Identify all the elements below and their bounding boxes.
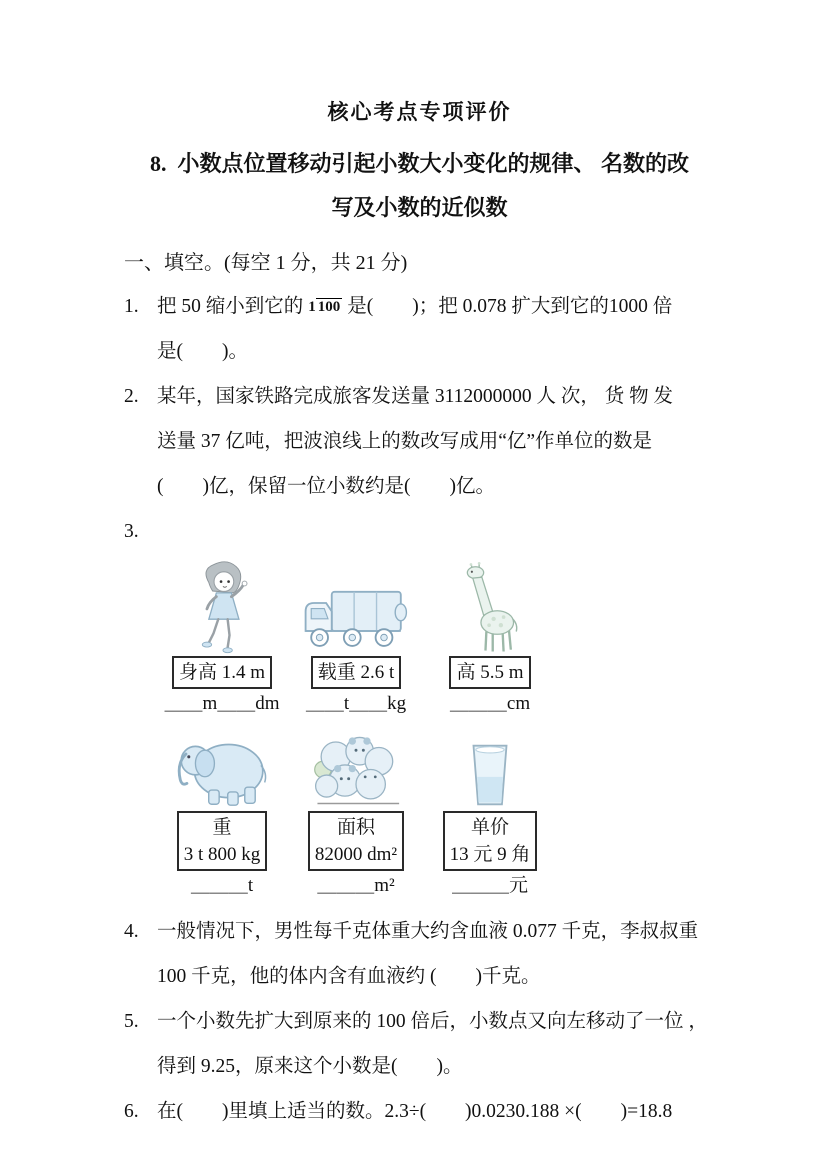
question-6-line1 — [124, 1089, 715, 1134]
question-2-text-a: 某年，国家铁路完成旅客发送量 3112000000 人 次， 货 物 发 — [157, 386, 674, 407]
q3-item-panda-group — [294, 733, 418, 899]
q3-item-girl — [160, 556, 284, 717]
truck-icon — [300, 556, 412, 654]
q3-label-box-truck: 载重 2.6 t — [311, 656, 402, 689]
section-heading — [124, 142, 715, 230]
question-1 — [124, 284, 715, 374]
question-1-text-b: 是( )；把 0.078 扩大到它的1000 倍 — [347, 296, 673, 317]
question-2-line1 — [124, 374, 715, 419]
question-2-number: 2. — [124, 386, 139, 407]
question-6 — [124, 1089, 715, 1134]
question-4-number: 4. — [124, 921, 139, 942]
question-1-line2: 是( )。 — [157, 341, 248, 362]
q3-answer-line-girl: ＿＿m＿＿dm — [164, 693, 280, 714]
section-heading-line1 — [124, 142, 715, 186]
q3-answer-line-giraffe: ＿＿＿cm — [449, 693, 531, 714]
q3-label-box-panda-group: 面积 82000 dm² — [308, 811, 404, 871]
page-title: 核心考点专项评价 — [327, 100, 512, 124]
question-2-line2: 送量 37 亿吨，把波浪线上的数改写成用“亿”作单位的数是 — [157, 431, 653, 452]
milk-glass-icon — [468, 733, 512, 809]
elephant-icon — [174, 733, 270, 809]
q3-item-elephant — [160, 733, 284, 899]
question-4-line1 — [124, 909, 715, 954]
q3-answer-line-milk-glass: ＿＿＿元 — [451, 875, 528, 896]
giraffe-icon — [461, 556, 519, 654]
question-6-text-a: 在( )里填上适当的数。2.3÷( )0.0230.188 ×( )=18.8 — [157, 1101, 673, 1122]
q3-item-truck — [294, 556, 418, 717]
q3-label-box-giraffe: 高 5.5 m — [449, 656, 530, 689]
q3-answer-line-panda-group: ＿＿＿m² — [317, 875, 395, 896]
question-1-number: 1. — [124, 296, 139, 317]
question-3-illustrations — [160, 556, 715, 899]
question-6-number: 6. — [124, 1101, 139, 1122]
question-4-text-a: 一般情况下，男性每千克体重大约含血液 0.077 千克，李叔叔重 — [157, 921, 699, 942]
part1-heading: 一、填空。(每空 1 分，共 21 分) — [124, 252, 408, 274]
question-5-line1 — [124, 999, 715, 1044]
question-1-text-a: 把 50 缩小到它的 — [157, 296, 304, 317]
question-3-number: 3. — [124, 521, 139, 542]
panda-group-icon — [309, 733, 403, 809]
question-2-line3: ( )亿，保留一位小数约是( )亿。 — [157, 476, 495, 497]
question-2 — [124, 374, 715, 509]
question-5-line2: 得到 9.25，原来这个小数是( )。 — [157, 1056, 463, 1077]
question-4 — [124, 909, 715, 999]
question-5-number: 5. — [124, 1011, 139, 1032]
section-heading-line2: 写及小数的近似数 — [331, 195, 508, 220]
section-number: 8. — [149, 151, 167, 176]
q3-item-milk-glass — [428, 733, 552, 899]
question-1-line1 — [124, 284, 715, 329]
question-3-number-line — [124, 509, 715, 554]
q3-item-giraffe — [428, 556, 552, 717]
question-4-line2: 100 千克，他的体内含有血液约 ( )千克。 — [157, 966, 541, 987]
question-5 — [124, 999, 715, 1089]
girl-icon — [189, 556, 255, 654]
q3-answer-line-elephant: ＿＿＿t — [190, 875, 254, 896]
question-3 — [124, 509, 715, 899]
fraction-1-100: 1 100 — [308, 298, 341, 315]
section-title-part1: 小数点位置移动引起小数大小变化的规律、 名数的改 — [177, 151, 689, 176]
q3-answer-line-truck: ＿＿t＿＿kg — [305, 693, 407, 714]
q3-label-box-girl: 身高 1.4 m — [172, 656, 272, 689]
question-5-text-a: 一个小数先扩大到原来的 100 倍后，小数点又向左移动了一位 ， — [157, 1011, 708, 1032]
q3-label-box-elephant: 重 3 t 800 kg — [177, 811, 268, 871]
q3-label-box-milk-glass: 单价 13 元 9 角 — [443, 811, 538, 871]
